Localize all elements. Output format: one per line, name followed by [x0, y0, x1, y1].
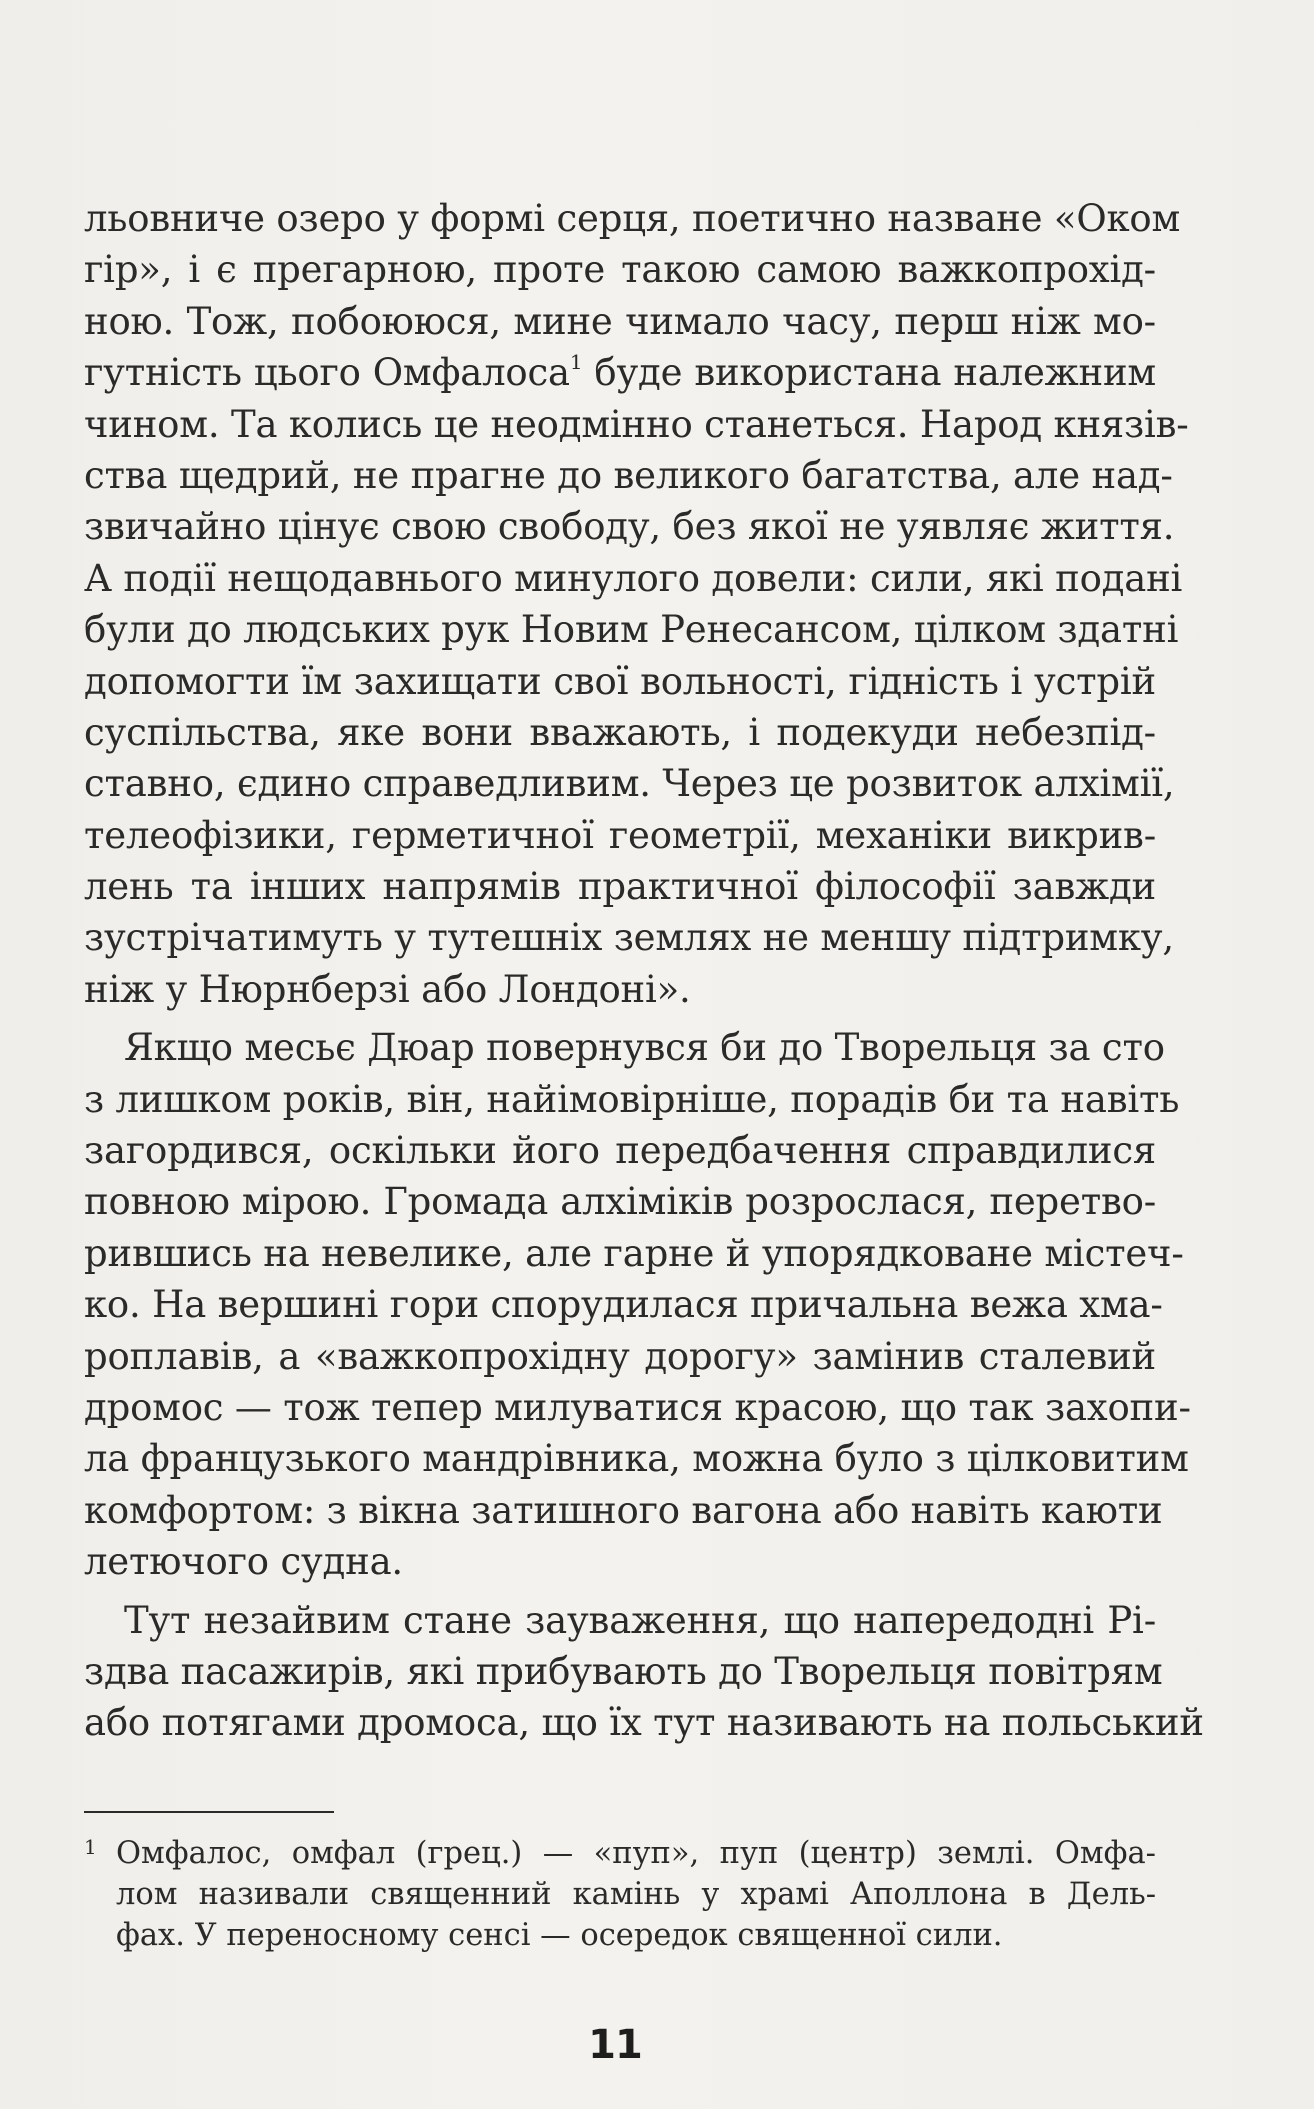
paragraph-3: [84, 1595, 1204, 1749]
footnote-divider: [84, 1811, 334, 1813]
text-line: здва пасажирів, які прибувають до Творельця повітрям: [84, 1649, 1163, 1693]
text-line: з лишком років, він, найімовірніше, порадів би та навіть: [84, 1077, 1180, 1121]
text-line: Тут незайвим стане зауваження, що напередодні Рі-: [124, 1598, 1156, 1642]
text-line: повною мірою. Громада алхіміків розрослася, перетво-: [84, 1180, 1156, 1224]
main-text: [84, 193, 1204, 1749]
text-line: ною. Тож, побоююся, мине чимало часу, перш ніж мо-: [84, 299, 1156, 343]
text-line: допомогти їм захищати свої вольності, гідність і устрій: [84, 659, 1156, 703]
text-line: комфортом: з вікна затишного вагона або навіть каюти: [84, 1488, 1163, 1532]
text-line: ла французького мандрівника, можна було з цілковитим: [84, 1437, 1189, 1481]
text-line: А події нещодавнього минулого довели: сили, які подані: [84, 556, 1183, 600]
text-line: [84, 347, 1156, 398]
footnote-ref: 1: [569, 350, 583, 375]
text-line: лень та інших напрямів практичної філософії завжди: [84, 865, 1156, 909]
text-fragment: гутність цього Омфалоса: [84, 351, 570, 395]
text-line: гір», і є прегарною, проте такою самою важкопрохід-: [84, 248, 1156, 292]
footnote-line: фах. У переносному сенсі — осередок священної сили.: [116, 1918, 1003, 1953]
text-line: рившись на невелике, але гарне й упорядковане містеч-: [84, 1231, 1184, 1275]
page-number: 11: [588, 2022, 642, 2068]
text-line: суспільства, яке вони вважають, і подекуди небезпід-: [84, 710, 1156, 754]
text-line: льовниче озеро у формі серця, поетично назване «Оком: [84, 197, 1181, 240]
paragraph-2: [84, 1022, 1191, 1587]
text-line: були до людських рук Новим Ренесансом, цілком здатні: [84, 608, 1179, 652]
text-fragment: буде використана належним: [594, 351, 1156, 395]
footnote: [84, 1833, 1156, 1956]
text-line: дромос — тож тепер милуватися красою, що так захопи-: [84, 1385, 1191, 1429]
footnote-number: 1: [84, 1835, 97, 1859]
text-line: звичайно цінує свою свободу, без якої не уявляє життя.: [84, 505, 1175, 549]
text-line: ніж у Нюрнберзі або Лондоні».: [84, 967, 691, 1011]
text-line: ко. На вершині гори спорудилася причальна вежа хма-: [84, 1283, 1163, 1327]
footnote-line: лом називали священний камінь у храмі Аполлона в Дель-: [116, 1877, 1156, 1912]
text-line: Якщо месьє Дюар повернувся би до Творельця за сто: [124, 1026, 1165, 1070]
text-line: ства щедрий, не прагне до великого багатства, але над-: [84, 453, 1173, 497]
text-line: або потягами дромоса, що їх тут називають на польський: [84, 1701, 1204, 1745]
text-line: загордився, оскільки його передбачення справдилися: [84, 1129, 1156, 1173]
paragraph-1: [84, 193, 1189, 1015]
footnote-line: Омфалос, омфал (грец.) — «пуп», пуп (центр) землі. Омфа-: [116, 1836, 1156, 1871]
text-line: роплавів, а «важкопрохідну дорогу» замінив сталевий: [84, 1334, 1156, 1378]
text-line: летючого судна.: [84, 1540, 403, 1584]
text-line: чином. Та колись це неодмінно станеться. Народ князів-: [84, 402, 1189, 446]
text-line: телеофізики, герметичної геометрії, механіки викрив-: [84, 813, 1156, 857]
text-line: ставно, єдино справедливим. Через це розвиток алхімії,: [84, 762, 1175, 806]
text-line: зустрічатимуть у тутешніх землях не меншу підтримку,: [84, 916, 1174, 960]
